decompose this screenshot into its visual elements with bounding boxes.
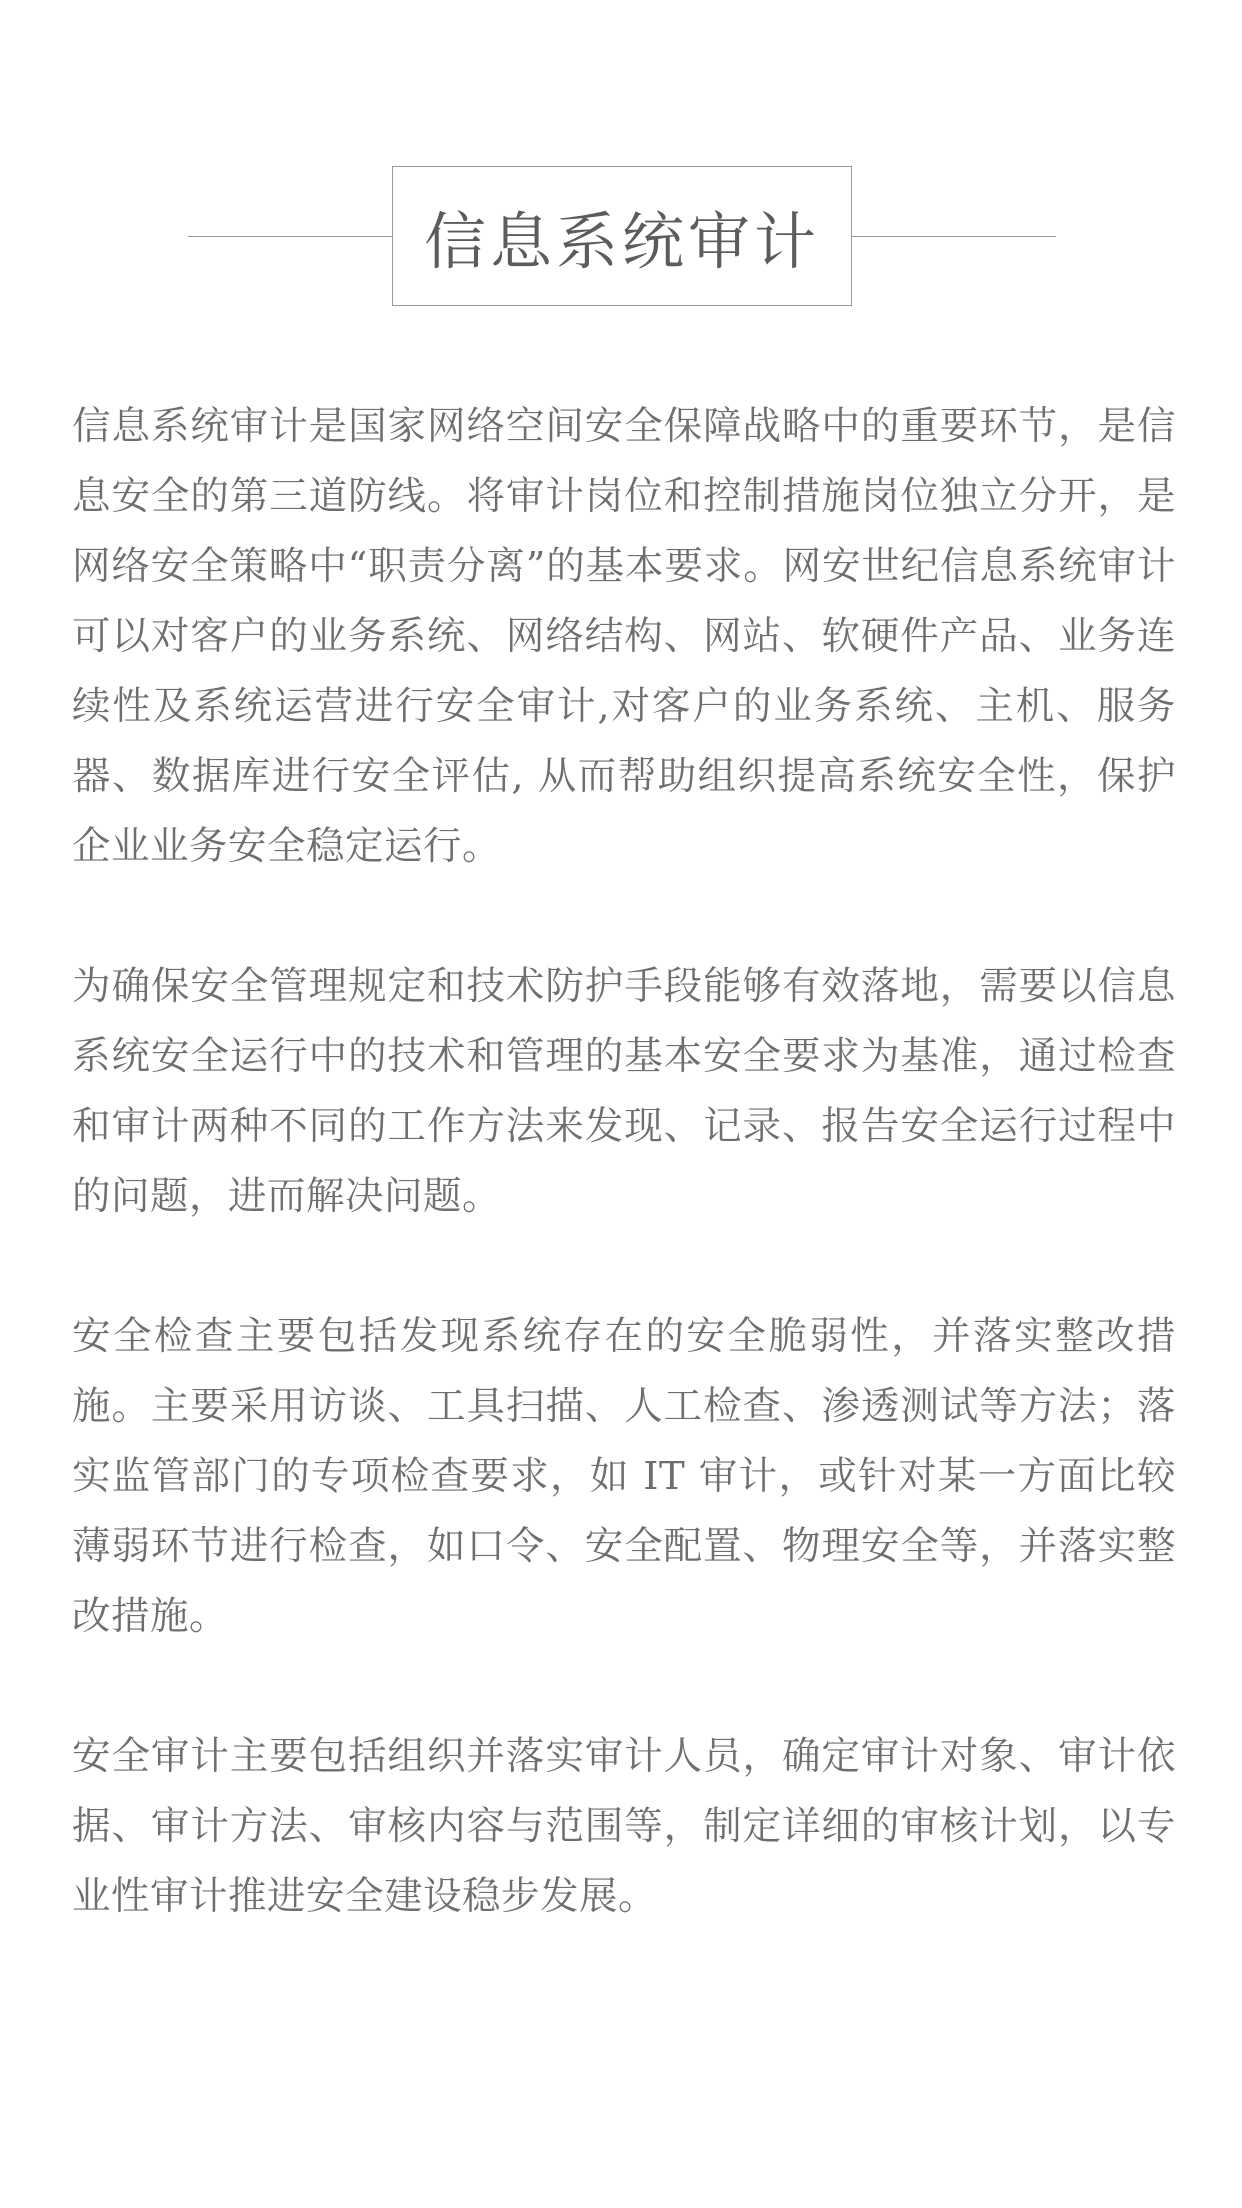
title-divider-right <box>852 236 1056 237</box>
paragraph-security-audit: 安全审计主要包括组织并落实审计人员，确定审计对象、审计依据、审计方法、审核内容与范围等，制定详细的审核计划，以专业性审计推进安全建设稳步发展。 <box>72 1734 1176 1919</box>
paragraph-intro: 信息系统审计是国家网络空间安全保障战略中的重要环节，是信息安全的第三道防线。将审计岗位和控制措施岗位独立分开，是网络安全策略中“职责分离”的基本要求。网安世纪信息系统审计可以对客户的业务系统、网络结构、网站、软硬件产品、业务连续性及系统运营进行安全审计,对客户的业务系统、主机、服务器、数据库进行安全评估, 从而帮助组织提高系统安全性，保护企业业务安全稳定运行。 <box>72 404 1176 869</box>
paragraph-security-check: 安全检查主要包括发现系统存在的安全脆弱性，并落实整改措施。主要采用访谈、工具扫描、人工检查、渗透测试等方法；落实监管部门的专项检查要求，如 IT 审计，或针对某一方面比较薄弱环节进行检查，如口令、安全配置、物理安全等，并落实整改措施。 <box>72 1314 1176 1639</box>
article-body <box>72 392 1176 2002</box>
page-title: 信息系统审计 <box>423 204 820 278</box>
title-section <box>0 166 1242 308</box>
title-divider-left <box>188 236 392 237</box>
paragraph-purpose: 为确保安全管理规定和技术防护手段能够有效落地，需要以信息系统安全运行中的技术和管理的基本安全要求为基准，通过检查和审计两种不同的工作方法来发现、记录、报告安全运行过程中的问题，进而解决问题。 <box>72 964 1176 1219</box>
title-box <box>392 166 852 306</box>
